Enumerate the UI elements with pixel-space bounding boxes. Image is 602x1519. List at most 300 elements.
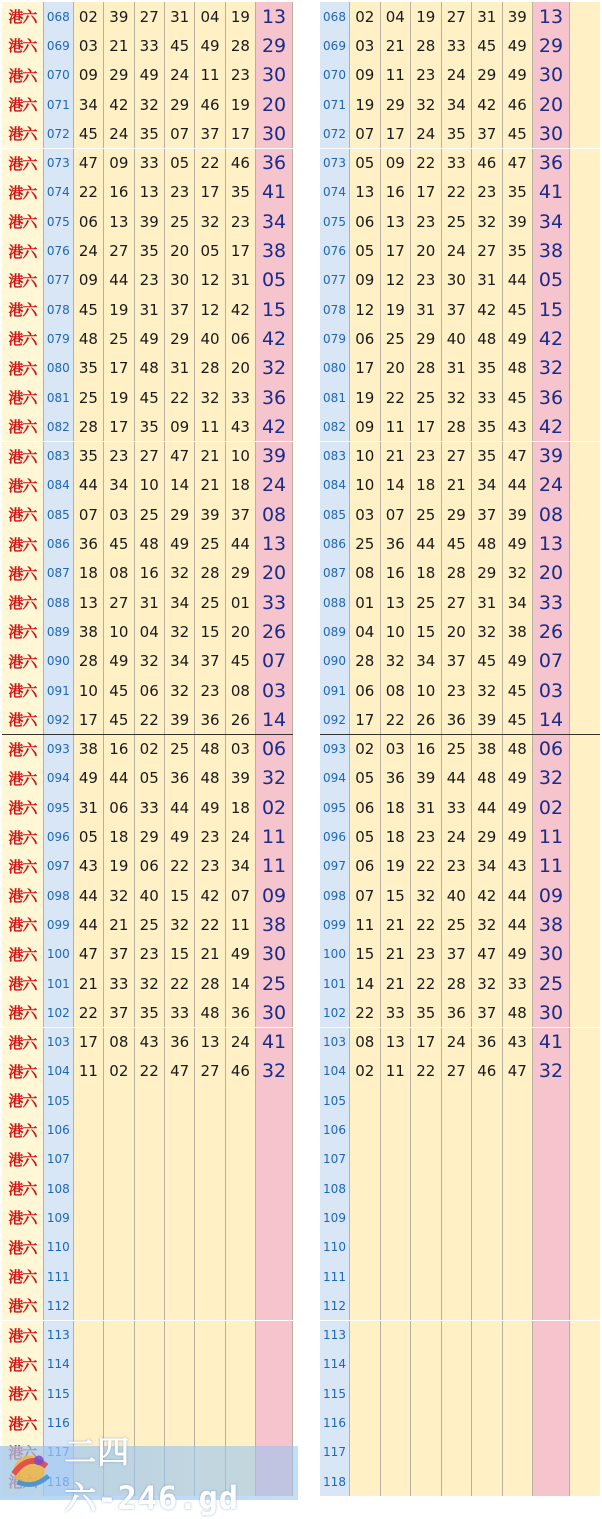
left-table-row — [2, 295, 293, 324]
drawn-number: 28 — [411, 354, 442, 383]
special-number: 03 — [256, 676, 293, 705]
period-number: 086 — [44, 529, 74, 558]
drawn-number: 49 — [503, 940, 534, 969]
drawn-number: 16 — [135, 559, 165, 588]
row-label: 港六 — [2, 1086, 44, 1115]
drawn-number: 29 — [472, 822, 503, 851]
drawn-number: 18 — [411, 471, 442, 500]
drawn-number — [442, 1408, 473, 1437]
blank-column — [570, 207, 600, 236]
row-label: 港六 — [2, 881, 44, 910]
drawn-number: 22 — [195, 149, 225, 178]
row-label: 港六 — [2, 1115, 44, 1144]
drawn-number — [74, 1321, 104, 1350]
drawn-number: 45 — [104, 676, 134, 705]
drawn-number: 46 — [226, 1057, 256, 1086]
drawn-number: 05 — [350, 764, 381, 793]
drawn-number — [104, 1262, 134, 1291]
row-label: 港六 — [2, 969, 44, 998]
special-number: 14 — [256, 705, 293, 734]
row-label: 港六 — [2, 1028, 44, 1057]
drawn-number: 06 — [350, 793, 381, 822]
drawn-number: 49 — [503, 324, 534, 353]
period-number: 069 — [44, 31, 74, 60]
row-label: 港六 — [2, 676, 44, 705]
drawn-number — [503, 1408, 534, 1437]
drawn-number: 37 — [195, 647, 225, 676]
drawn-number: 07 — [350, 881, 381, 910]
drawn-number: 23 — [135, 266, 165, 295]
drawn-number: 18 — [226, 471, 256, 500]
special-number: 24 — [533, 471, 570, 500]
drawn-number: 46 — [226, 149, 256, 178]
drawn-number — [135, 1086, 165, 1115]
drawn-number: 31 — [74, 793, 104, 822]
drawn-number: 19 — [226, 2, 256, 31]
drawn-number: 30 — [442, 266, 473, 295]
special-number: 13 — [533, 2, 570, 31]
period-number: 080 — [320, 354, 350, 383]
period-number: 105 — [44, 1086, 74, 1115]
left-table-row — [2, 588, 293, 617]
drawn-number: 45 — [104, 529, 134, 558]
blank-column — [570, 236, 600, 265]
drawn-number: 35 — [74, 442, 104, 471]
drawn-number: 39 — [472, 705, 503, 734]
right-table-row — [320, 998, 600, 1027]
drawn-number: 33 — [472, 383, 503, 412]
period-number: 077 — [44, 266, 74, 295]
drawn-number — [195, 1291, 225, 1320]
blank-column — [570, 969, 600, 998]
left-table-row — [2, 207, 293, 236]
row-label: 港六 — [2, 647, 44, 676]
drawn-number — [472, 1203, 503, 1232]
period-number: 116 — [320, 1408, 350, 1437]
drawn-number — [350, 1086, 381, 1115]
period-number: 091 — [44, 676, 74, 705]
drawn-number: 47 — [503, 149, 534, 178]
drawn-number: 21 — [195, 471, 225, 500]
drawn-number — [104, 1379, 134, 1408]
drawn-number: 32 — [472, 617, 503, 646]
drawn-number: 45 — [472, 31, 503, 60]
right-table-row — [320, 1379, 600, 1408]
drawn-number: 20 — [411, 236, 442, 265]
drawn-number: 10 — [226, 442, 256, 471]
special-number: 41 — [533, 1028, 570, 1057]
drawn-number: 04 — [135, 617, 165, 646]
special-number — [256, 1145, 293, 1174]
drawn-number: 48 — [195, 764, 225, 793]
period-number: 100 — [44, 940, 74, 969]
drawn-number — [381, 1086, 412, 1115]
drawn-number: 33 — [104, 969, 134, 998]
drawn-number: 47 — [503, 442, 534, 471]
drawn-number: 49 — [503, 793, 534, 822]
blank-column — [570, 324, 600, 353]
drawn-number — [350, 1321, 381, 1350]
drawn-number — [411, 1145, 442, 1174]
drawn-number: 25 — [135, 500, 165, 529]
drawn-number: 45 — [226, 647, 256, 676]
period-number: 082 — [44, 412, 74, 441]
drawn-number: 34 — [74, 90, 104, 119]
drawn-number: 17 — [350, 705, 381, 734]
special-number: 42 — [256, 412, 293, 441]
drawn-number: 17 — [381, 119, 412, 148]
blank-column — [570, 90, 600, 119]
drawn-number — [472, 1379, 503, 1408]
period-number: 116 — [44, 1408, 74, 1437]
drawn-number: 34 — [442, 90, 473, 119]
row-label: 港六 — [2, 500, 44, 529]
blank-column — [570, 2, 600, 31]
drawn-number: 16 — [104, 735, 134, 764]
drawn-number: 29 — [472, 61, 503, 90]
drawn-number: 44 — [104, 266, 134, 295]
left-table-row — [2, 1145, 293, 1174]
drawn-number: 29 — [442, 500, 473, 529]
right-table-row — [320, 119, 600, 148]
drawn-number — [411, 1438, 442, 1467]
drawn-number: 36 — [165, 764, 195, 793]
special-number: 30 — [533, 119, 570, 148]
row-label: 港六 — [2, 90, 44, 119]
drawn-number — [74, 1174, 104, 1203]
drawn-number: 05 — [350, 236, 381, 265]
drawn-number: 17 — [411, 1028, 442, 1057]
special-number: 02 — [533, 793, 570, 822]
drawn-number: 10 — [135, 471, 165, 500]
drawn-number: 37 — [226, 500, 256, 529]
period-number: 075 — [320, 207, 350, 236]
period-number: 076 — [320, 236, 350, 265]
drawn-number: 33 — [135, 793, 165, 822]
drawn-number — [195, 1379, 225, 1408]
drawn-number: 21 — [104, 910, 134, 939]
drawn-number — [411, 1291, 442, 1320]
drawn-number: 49 — [503, 31, 534, 60]
drawn-number: 33 — [135, 31, 165, 60]
drawn-number — [165, 1174, 195, 1203]
special-number: 15 — [533, 295, 570, 324]
drawn-number: 06 — [135, 676, 165, 705]
left-table-row — [2, 178, 293, 208]
right-table-row — [320, 1028, 600, 1057]
right-table-row — [320, 31, 600, 60]
drawn-number — [195, 1174, 225, 1203]
drawn-number: 20 — [442, 617, 473, 646]
drawn-number: 44 — [503, 910, 534, 939]
drawn-number: 06 — [74, 207, 104, 236]
drawn-number — [226, 1174, 256, 1203]
right-table-row — [320, 1115, 600, 1144]
drawn-number — [104, 1086, 134, 1115]
drawn-number: 12 — [195, 295, 225, 324]
special-number: 41 — [256, 178, 293, 207]
drawn-number: 38 — [503, 617, 534, 646]
special-number: 33 — [533, 588, 570, 617]
row-label: 港六 — [2, 998, 44, 1027]
special-number — [533, 1203, 570, 1232]
drawn-number: 36 — [195, 705, 225, 734]
drawn-number: 38 — [74, 735, 104, 764]
blank-column — [570, 735, 600, 764]
drawn-number: 09 — [350, 266, 381, 295]
drawn-number: 02 — [135, 735, 165, 764]
drawn-number — [350, 1233, 381, 1262]
blank-column — [570, 1057, 600, 1086]
blank-column — [570, 1174, 600, 1203]
drawn-number: 35 — [135, 236, 165, 265]
period-number: 072 — [44, 119, 74, 148]
drawn-number: 06 — [135, 852, 165, 881]
right-table-row — [320, 383, 600, 412]
row-label: 港六 — [2, 559, 44, 588]
special-number: 32 — [533, 354, 570, 383]
left-table-row — [2, 998, 293, 1027]
row-label: 港六 — [2, 1203, 44, 1232]
drawn-number: 22 — [165, 852, 195, 881]
special-number: 32 — [256, 354, 293, 383]
blank-column — [570, 1086, 600, 1115]
special-number: 38 — [533, 910, 570, 939]
drawn-number: 17 — [411, 178, 442, 207]
drawn-number: 13 — [350, 178, 381, 207]
right-table-row — [320, 676, 600, 705]
row-label: 港六 — [2, 1291, 44, 1320]
drawn-number: 03 — [74, 31, 104, 60]
special-number: 38 — [256, 910, 293, 939]
special-number: 09 — [533, 881, 570, 910]
drawn-number: 24 — [411, 119, 442, 148]
drawn-number: 22 — [350, 998, 381, 1027]
period-number: 077 — [320, 266, 350, 295]
drawn-number: 19 — [381, 852, 412, 881]
drawn-number: 21 — [381, 969, 412, 998]
drawn-number: 23 — [411, 940, 442, 969]
row-label: 港六 — [2, 31, 44, 60]
drawn-number: 05 — [165, 149, 195, 178]
drawn-number — [472, 1145, 503, 1174]
special-number: 09 — [256, 881, 293, 910]
drawn-number — [503, 1379, 534, 1408]
drawn-number: 37 — [442, 940, 473, 969]
period-number: 098 — [44, 881, 74, 910]
right-table-row — [320, 149, 600, 178]
drawn-number — [104, 1174, 134, 1203]
drawn-number — [195, 1233, 225, 1262]
drawn-number: 08 — [104, 1028, 134, 1057]
row-label: 港六 — [2, 266, 44, 295]
drawn-number: 01 — [350, 588, 381, 617]
drawn-number: 05 — [135, 764, 165, 793]
drawn-number: 22 — [165, 383, 195, 412]
drawn-number: 36 — [472, 1028, 503, 1057]
drawn-number: 19 — [104, 295, 134, 324]
special-number: 06 — [533, 735, 570, 764]
drawn-number: 48 — [195, 735, 225, 764]
period-number: 101 — [320, 969, 350, 998]
drawn-number — [472, 1262, 503, 1291]
blank-column — [570, 617, 600, 646]
drawn-number: 33 — [503, 969, 534, 998]
period-number: 081 — [320, 383, 350, 412]
period-number: 102 — [44, 998, 74, 1027]
drawn-number: 21 — [381, 940, 412, 969]
right-table-row — [320, 969, 600, 999]
drawn-number: 22 — [381, 705, 412, 734]
drawn-number: 07 — [165, 119, 195, 148]
left-table-row — [2, 471, 293, 500]
drawn-number: 23 — [195, 852, 225, 881]
drawn-number: 32 — [165, 617, 195, 646]
drawn-number: 49 — [195, 793, 225, 822]
drawn-number — [104, 1291, 134, 1320]
special-number: 05 — [256, 266, 293, 295]
drawn-number: 44 — [503, 266, 534, 295]
period-number: 108 — [44, 1174, 74, 1203]
drawn-number: 33 — [442, 149, 473, 178]
drawn-number — [472, 1408, 503, 1437]
drawn-number: 13 — [104, 207, 134, 236]
blank-column — [570, 500, 600, 529]
drawn-number — [195, 1115, 225, 1144]
special-number: 36 — [533, 383, 570, 412]
drawn-number — [442, 1467, 473, 1496]
drawn-number: 02 — [350, 2, 381, 31]
row-label: 港六 — [2, 471, 44, 500]
period-number: 098 — [320, 881, 350, 910]
drawn-number: 22 — [135, 705, 165, 734]
period-number: 072 — [320, 119, 350, 148]
drawn-number: 22 — [411, 852, 442, 881]
drawn-number: 03 — [350, 31, 381, 60]
drawn-number: 23 — [195, 822, 225, 851]
drawn-number: 49 — [74, 764, 104, 793]
special-number — [533, 1438, 570, 1467]
drawn-number: 45 — [503, 383, 534, 412]
blank-column — [570, 1115, 600, 1144]
drawn-number: 25 — [381, 324, 412, 353]
left-table-row — [2, 266, 293, 296]
drawn-number: 03 — [381, 735, 412, 764]
drawn-number: 02 — [104, 1057, 134, 1086]
right-table-row — [320, 852, 600, 881]
drawn-number: 12 — [195, 266, 225, 295]
special-number: 39 — [533, 442, 570, 471]
drawn-number — [226, 1145, 256, 1174]
drawn-number: 45 — [135, 383, 165, 412]
row-label: 港六 — [2, 383, 44, 412]
blank-column — [570, 178, 600, 207]
left-table-row — [2, 412, 293, 441]
drawn-number: 22 — [74, 178, 104, 207]
drawn-number — [411, 1115, 442, 1144]
drawn-number: 23 — [226, 61, 256, 90]
right-table-row — [320, 617, 600, 647]
period-number: 092 — [44, 705, 74, 734]
special-number: 42 — [533, 324, 570, 353]
drawn-number: 24 — [442, 1028, 473, 1057]
drawn-number: 34 — [472, 471, 503, 500]
drawn-number — [350, 1115, 381, 1144]
drawn-number: 47 — [165, 1057, 195, 1086]
drawn-number: 11 — [74, 1057, 104, 1086]
right-table-row — [320, 1233, 600, 1262]
drawn-number: 35 — [135, 119, 165, 148]
drawn-number: 06 — [350, 207, 381, 236]
drawn-number: 40 — [195, 324, 225, 353]
drawn-number — [74, 1262, 104, 1291]
drawn-number — [381, 1438, 412, 1467]
left-table-row — [2, 1203, 293, 1232]
drawn-number: 02 — [350, 735, 381, 764]
left-table-row — [2, 442, 293, 472]
row-label: 港六 — [2, 940, 44, 969]
left-table-row — [2, 2, 293, 31]
drawn-number: 23 — [442, 676, 473, 705]
drawn-number: 28 — [442, 559, 473, 588]
drawn-number: 24 — [104, 119, 134, 148]
row-label: 港六 — [2, 1233, 44, 1262]
special-number: 02 — [256, 793, 293, 822]
right-table-row — [320, 940, 600, 969]
left-table-row — [2, 1291, 293, 1320]
drawn-number: 04 — [381, 2, 412, 31]
drawn-number: 11 — [350, 910, 381, 939]
special-number: 41 — [256, 1028, 293, 1057]
drawn-number: 36 — [74, 529, 104, 558]
drawn-number: 45 — [165, 31, 195, 60]
left-table-row — [2, 31, 293, 60]
special-number: 20 — [533, 90, 570, 119]
drawn-number: 37 — [195, 119, 225, 148]
drawn-number: 08 — [350, 1028, 381, 1057]
drawn-number: 17 — [350, 354, 381, 383]
drawn-number: 23 — [195, 676, 225, 705]
drawn-number: 33 — [442, 31, 473, 60]
drawn-number: 42 — [472, 881, 503, 910]
drawn-number: 08 — [381, 676, 412, 705]
row-label: 港六 — [2, 324, 44, 353]
drawn-number — [226, 1233, 256, 1262]
period-number: 068 — [320, 2, 350, 31]
left-table-row — [2, 735, 293, 764]
drawn-number — [503, 1262, 534, 1291]
special-number: 30 — [533, 998, 570, 1027]
right-table-row — [320, 910, 600, 939]
drawn-number: 37 — [104, 998, 134, 1027]
drawn-number: 13 — [381, 207, 412, 236]
drawn-number: 19 — [226, 90, 256, 119]
period-number: 110 — [44, 1233, 74, 1262]
drawn-number — [442, 1379, 473, 1408]
drawn-number: 29 — [104, 61, 134, 90]
drawn-number: 48 — [503, 735, 534, 764]
drawn-number: 25 — [165, 735, 195, 764]
special-number — [533, 1467, 570, 1496]
drawn-number — [350, 1203, 381, 1232]
drawn-number — [165, 1321, 195, 1350]
drawn-number: 23 — [411, 822, 442, 851]
special-number: 08 — [533, 500, 570, 529]
drawn-number — [350, 1350, 381, 1379]
special-number: 25 — [533, 969, 570, 998]
left-table-row — [2, 529, 293, 559]
period-number: 070 — [320, 61, 350, 90]
